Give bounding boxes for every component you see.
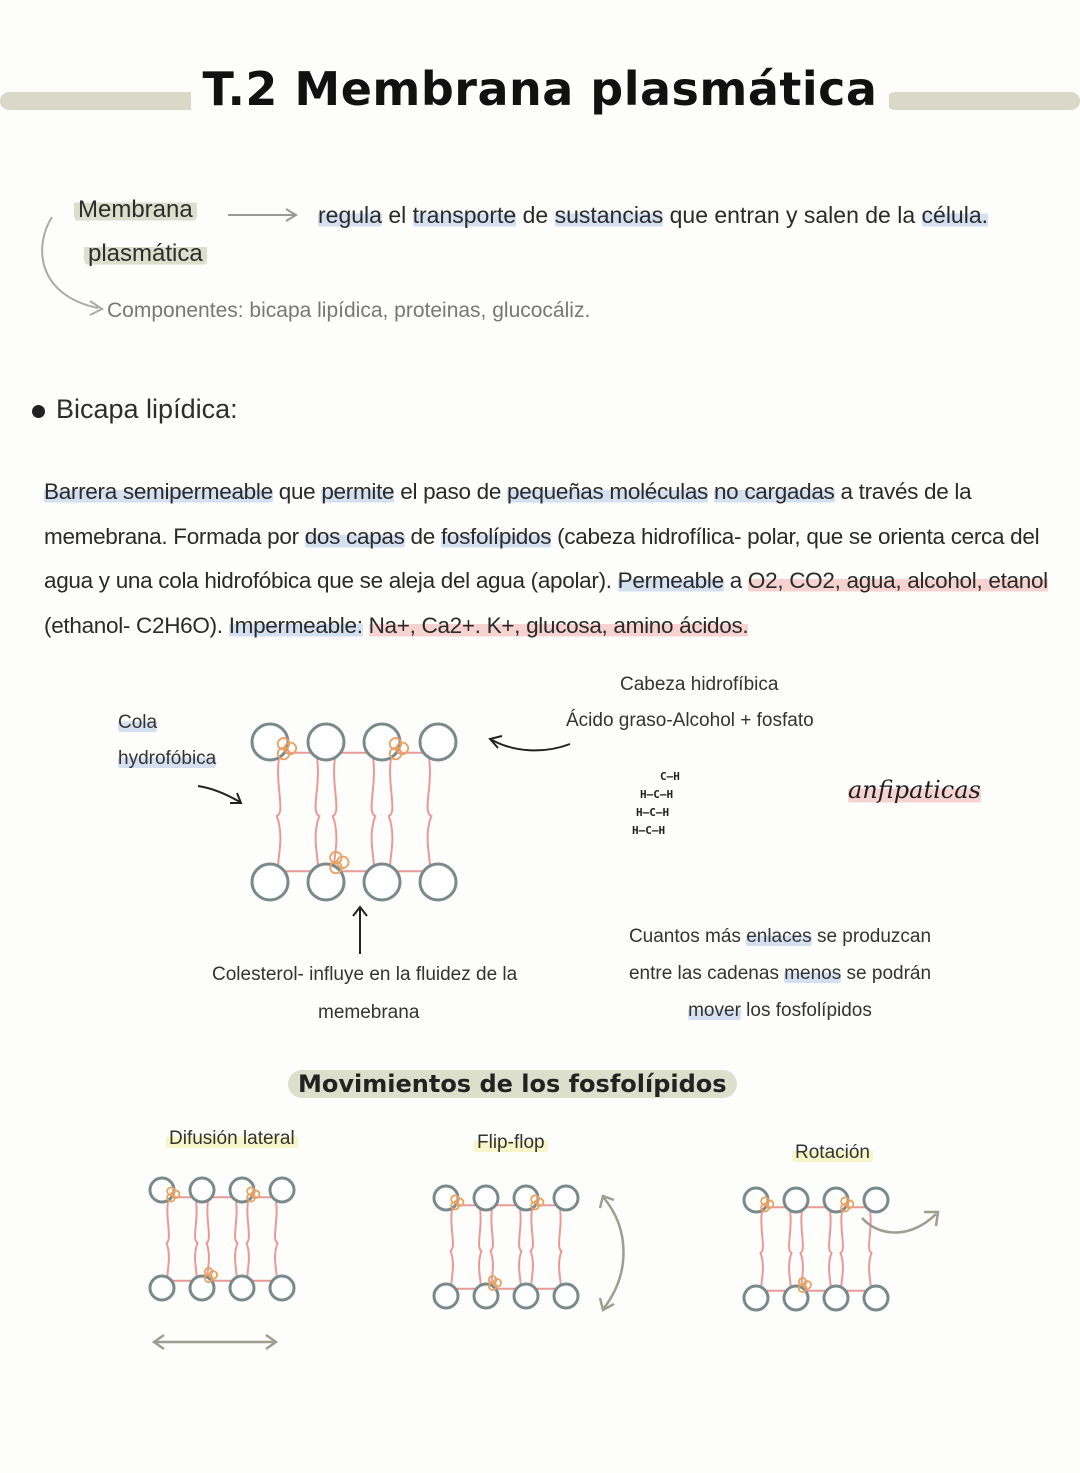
phospholipid-head-top — [514, 1186, 538, 1210]
formula-row: H–C–H — [636, 806, 670, 819]
lipid-tail — [167, 1197, 198, 1281]
phospholipid-head-bottom — [364, 864, 400, 900]
formula-row: H–C–H — [632, 824, 666, 837]
phospholipid-head-bottom — [474, 1284, 498, 1308]
phospholipid-head-top — [270, 1178, 294, 1202]
phospholipid-head-bottom — [784, 1286, 808, 1310]
enlaces-line: entre las cadenas menos se podrán — [628, 963, 932, 984]
phospholipid-head-top — [784, 1188, 808, 1212]
bilayer-paragraph: Barrera semipermeable que permite el paso de pequeñas moléculas no cargadas a través de la memebrana. Formada por dos capas de fosfolípidos (cabeza hidrofílica- polar, que se orienta cerca del agua y una cola hidrofóbica que se aleja del agua (apolar). Permeable a O2, CO2, agua, alcohol, etanol (ethanol- C2H6O). Impermeable: Na+, Ca2+. K+, glucosa, amino ácidos. — [44, 479, 1048, 638]
phospholipid-head-bottom — [744, 1286, 768, 1310]
components-text: Componentes: bicapa lipídica, proteinas, glucocáliz. — [107, 299, 591, 322]
bilayer-diagram-main — [250, 722, 480, 912]
term-plasmatica: plasmática — [84, 240, 207, 268]
lipid-tail — [451, 1205, 482, 1289]
colesterol-label-2: memebrana — [318, 1002, 420, 1023]
phospholipid-head-bottom — [190, 1276, 214, 1300]
phospholipid-head-top — [744, 1188, 768, 1212]
lateral-label: Difusión lateral — [166, 1128, 298, 1150]
formula-row: H–C–H — [640, 788, 674, 801]
phospholipid-head-top — [230, 1178, 254, 1202]
chemical-formula — [632, 768, 680, 840]
phospholipid-head-top — [308, 724, 344, 760]
enlaces-text — [600, 918, 960, 1029]
lipid-tail — [247, 1197, 278, 1281]
arrow-icon — [226, 205, 306, 225]
cabeza-label: Cabeza hidrofíbica — [620, 674, 779, 695]
phospholipid-head-bottom — [554, 1284, 578, 1308]
lipid-tail — [277, 753, 320, 871]
phospholipid-head-top — [434, 1186, 458, 1210]
term-membrana: Membrana — [74, 196, 197, 224]
lipid-tail — [389, 753, 432, 871]
phospholipid-head-bottom — [420, 864, 456, 900]
rotation-arrow-icon — [860, 1204, 944, 1240]
lipid-tail — [531, 1205, 562, 1289]
lipid-tail — [761, 1207, 792, 1291]
bilayer-diagram-flipflop — [432, 1184, 592, 1316]
anfipaticas-label: anfipaticas — [848, 776, 981, 804]
phospholipid-head-top — [190, 1178, 214, 1202]
cabeza-label-2: Ácido graso-Alcohol + fosfato — [566, 710, 814, 731]
arrow-to-tail-icon — [196, 782, 248, 808]
cola-label-2: hydrofóbica — [118, 748, 217, 769]
phospholipid-head-bottom — [308, 864, 344, 900]
bullet-icon — [32, 405, 45, 418]
section-heading: Bicapa lipídica: — [56, 394, 238, 424]
phospholipid-head-bottom — [514, 1284, 538, 1308]
phospholipid-head-top — [252, 724, 288, 760]
phospholipid-head-bottom — [864, 1286, 888, 1310]
rotacion-label: Rotación — [792, 1142, 873, 1164]
phospholipid-head-top — [364, 724, 400, 760]
phospholipid-head-bottom — [824, 1286, 848, 1310]
membrane-definition: regula el transporte de sustancias que entran y salen de la célula. — [318, 202, 989, 228]
enlaces-line: Cuantos más enlaces se produzcan — [628, 926, 932, 947]
phospholipid-head-top — [150, 1178, 174, 1202]
phospholipid-head-bottom — [252, 864, 288, 900]
phospholipid-head-bottom — [150, 1276, 174, 1300]
phospholipid-head-top — [554, 1186, 578, 1210]
phospholipid-head-bottom — [230, 1276, 254, 1300]
double-arrow-lateral-icon — [150, 1332, 282, 1352]
curved-arrow-icon — [36, 215, 116, 325]
phospholipid-head-top — [824, 1188, 848, 1212]
phospholipid-head-bottom — [434, 1284, 458, 1308]
arrow-to-head-icon — [484, 730, 574, 756]
flipflop-label: Flip-flop — [474, 1132, 548, 1154]
phospholipid-head-top — [420, 724, 456, 760]
curved-double-arrow-icon — [596, 1190, 632, 1316]
colesterol-label: Colesterol- influye en la fluidez de la — [212, 964, 518, 985]
enlaces-line: mover los fosfolípidos — [688, 1000, 872, 1021]
cola-label: Cola — [118, 712, 158, 733]
page-title: T.2 Membrana plasmática — [0, 62, 1080, 116]
bilayer-diagram-lateral — [148, 1176, 308, 1308]
phospholipid-head-bottom — [270, 1276, 294, 1300]
movements-heading: Movimientos de los fosfolípidos — [288, 1070, 737, 1098]
phospholipid-head-top — [474, 1186, 498, 1210]
formula-row: C–H — [660, 770, 680, 783]
